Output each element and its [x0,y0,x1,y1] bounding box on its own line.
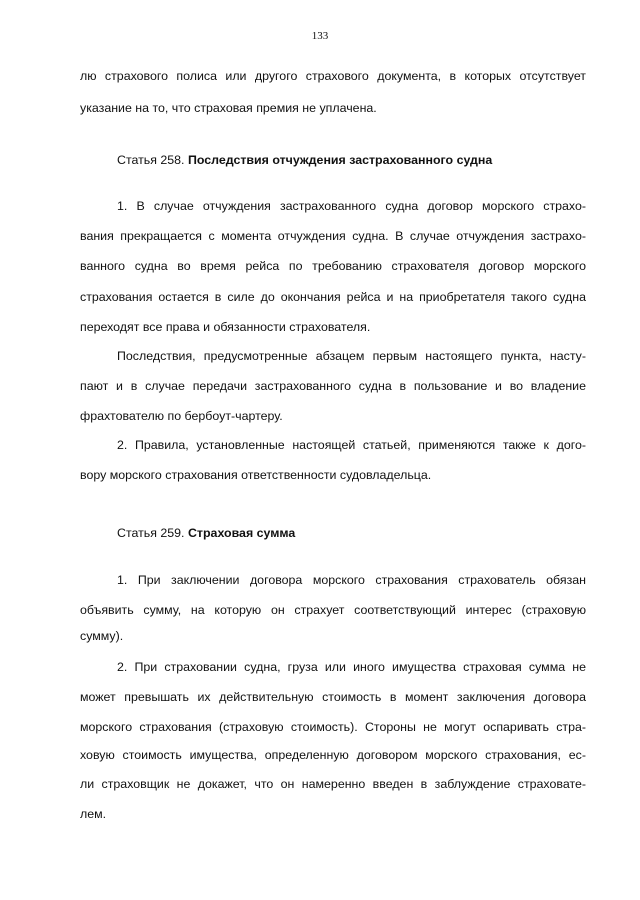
text-line: вания прекращается с момента отчуждения судна. В случае отчуждения застрахо- [80,229,586,243]
text-line: фрахтователю по бербоут-чартеру. [80,409,283,423]
text-line: ванного судна во время рейса по требованию страхователя договор морского [80,259,586,273]
text-line: 2. Правила, установленные настоящей статьей, применяются также к дого- [117,438,586,452]
text-line: вору морского страхования ответственности судовладельца. [80,468,432,482]
text-line: Последствия, предусмотренные абзацем первым настоящего пункта, насту- [117,349,586,363]
text-line: ли страховщик не докажет, что он намеренно введен в заблуждение страховате- [80,777,586,791]
page-number: 133 [311,30,329,42]
article-258-label: Статья 258. [117,153,185,167]
article-259-label: Статья 259. [117,526,185,540]
text-line: указание на то, что страховая премия не уплачена. [80,101,377,115]
text-line: пают и в случае передачи застрахованного судна в пользование и во владение [80,379,586,393]
article-259-heading [117,525,295,541]
text-line: может превышать их действительную стоимость в момент заключения договора [80,690,586,704]
text-line: страхования остается в силе до окончания рейса и на приобретателя такого судна [80,290,586,304]
text-line: лем. [80,807,107,821]
article-258-heading [117,152,492,168]
text-line: сумму). [80,629,124,643]
text-line: переходят все права и обязанности страхователя. [80,320,371,334]
text-line: ховую стоимость имущества, определенную договором морского страхования, ес- [80,748,586,762]
text-line: лю страхового полиса или другого страхового документа, в которых отсутствует [80,69,586,83]
article-258-title: Последствия отчуждения застрахованного судна [187,153,493,167]
text-line: 2. При страховании судна, груза или иного имущества страховая сумма не [117,660,586,674]
article-259-title: Страховая сумма [187,526,296,540]
text-line: 1. В случае отчуждения застрахованного судна договор морского страхо- [117,199,586,213]
text-line: объявить сумму, на которую он страхует соответствующий интерес (страховую [80,603,586,617]
text-line: 1. При заключении договора морского страхования страхователь обязан [117,573,586,587]
text-line: морского страхования (страховую стоимость). Стороны не могут оспаривать стра- [80,720,586,734]
